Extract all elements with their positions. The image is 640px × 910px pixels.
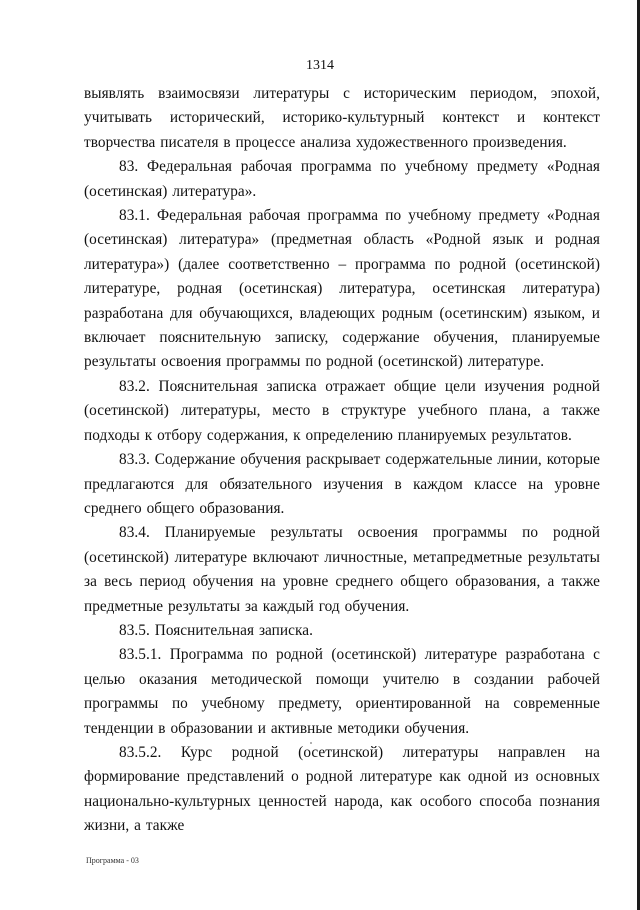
body-text [84, 82, 600, 839]
paragraph-83-3: 83.3. Содержание обучения раскрывает содержательные линии, которые предлагаются для обязательного изучения в каждом классе на уровне среднего общего образования. [84, 451, 600, 517]
footer-note: Программа - 03 [86, 856, 139, 865]
paragraph-83-1: 83.1. Федеральная рабочая программа по учебному предмету «Родная (осетинская) литература» (предметная область «Родной язык и родная литература») (далее соответственно – программа по родной (осетинской) литературе, родная (осетинская) литература, осетинская литература) разработана для обучающихся, владеющих родным (осетинским) языком, и включает пояснительную записку, содержание обучения, планируемые результаты освоения программы по родной (осетинской) литературе. [84, 207, 600, 371]
paragraph-continuation: выявлять взаимосвязи литературы с историческим периодом, эпохой, учитывать исторический, историко-культурный контекст и контекст творчества писателя в процессе анализа художественного произведения. [84, 85, 600, 151]
paragraph-83-5-2: 83.5.2. Курс родной (осетинской) литературы направлен на формирование представлений о родной литературе как одной из основных национально-культурных ценностей народа, как особого способа познания жизни, а также [84, 743, 600, 835]
page-number: 1314 [306, 58, 334, 73]
paragraph-83: 83. Федеральная рабочая программа по учебному предмету «Родная (осетинская) литература». [84, 158, 600, 200]
paragraph-83-5-1: 83.5.1. Программа по родной (осетинской) литературе разработана с целью оказания методической помощи учителю в создании рабочей программы по учебному предмету, ориентированной на современные тенденции в образовании и активные методики обучения. [84, 646, 600, 737]
paragraph-83-4: 83.4. Планируемые результаты освоения программы по родной (осетинской) литературе включают личностные, метапредметные результаты за весь период обучения на уровне среднего общего образования, а также предметные результаты за каждый год обучения. [84, 524, 600, 615]
scan-speck [310, 742, 312, 744]
paragraph-83-5: 83.5. Пояснительная записка. [119, 621, 313, 639]
paragraph-83-2: 83.2. Пояснительная записка отражает общие цели изучения родной (осетинской) литературы, место в структуре учебного плана, а также подходы к отбору содержания, к определению планируемых результатов. [84, 377, 600, 444]
